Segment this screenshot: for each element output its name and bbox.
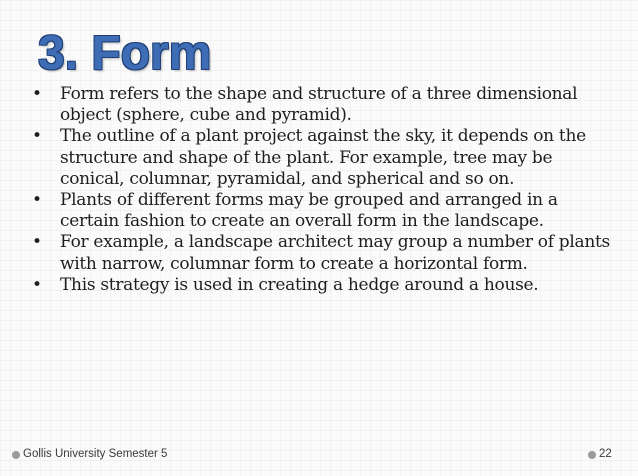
bullet-marker: •	[32, 274, 42, 295]
footer-bullet-icon	[12, 451, 20, 459]
bullet-marker: •	[32, 126, 42, 147]
bullet-item	[30, 126, 610, 190]
page-number-bullet-icon	[588, 451, 596, 459]
footer-text: Gollis University Semester 5	[23, 448, 168, 460]
bullet-marker: •	[32, 84, 42, 104]
bullet-list	[30, 84, 610, 296]
bullet-marker: •	[32, 190, 42, 211]
bullet-text: The outline of a plant project against the sky, it depends on the structure and shape of the plant. For example, tree may be conical, columnar, pyramidal, and spherical and so on.	[60, 126, 586, 189]
slide-footer	[0, 447, 638, 465]
bullet-text: Plants of different forms may be grouped and arranged in a certain fashion to create an overall form in the landscape.	[60, 190, 558, 232]
bullet-item	[30, 190, 610, 232]
bullet-text: This strategy is used in creating a hedge around a house.	[60, 274, 539, 295]
slide-title: 3. Form	[38, 27, 212, 80]
bullet-item	[30, 84, 610, 126]
bullet-text: Form refers to the shape and structure of a three dimensional object (sphere, cube and pyramid).	[60, 84, 578, 126]
bullet-item	[30, 275, 610, 296]
bullet-marker: •	[32, 232, 42, 253]
page-number: 22	[599, 448, 612, 460]
bullet-text: For example, a landscape architect may group a number of plants with narrow, columnar form to create a horizontal form.	[60, 232, 610, 274]
bullet-item	[30, 232, 610, 274]
